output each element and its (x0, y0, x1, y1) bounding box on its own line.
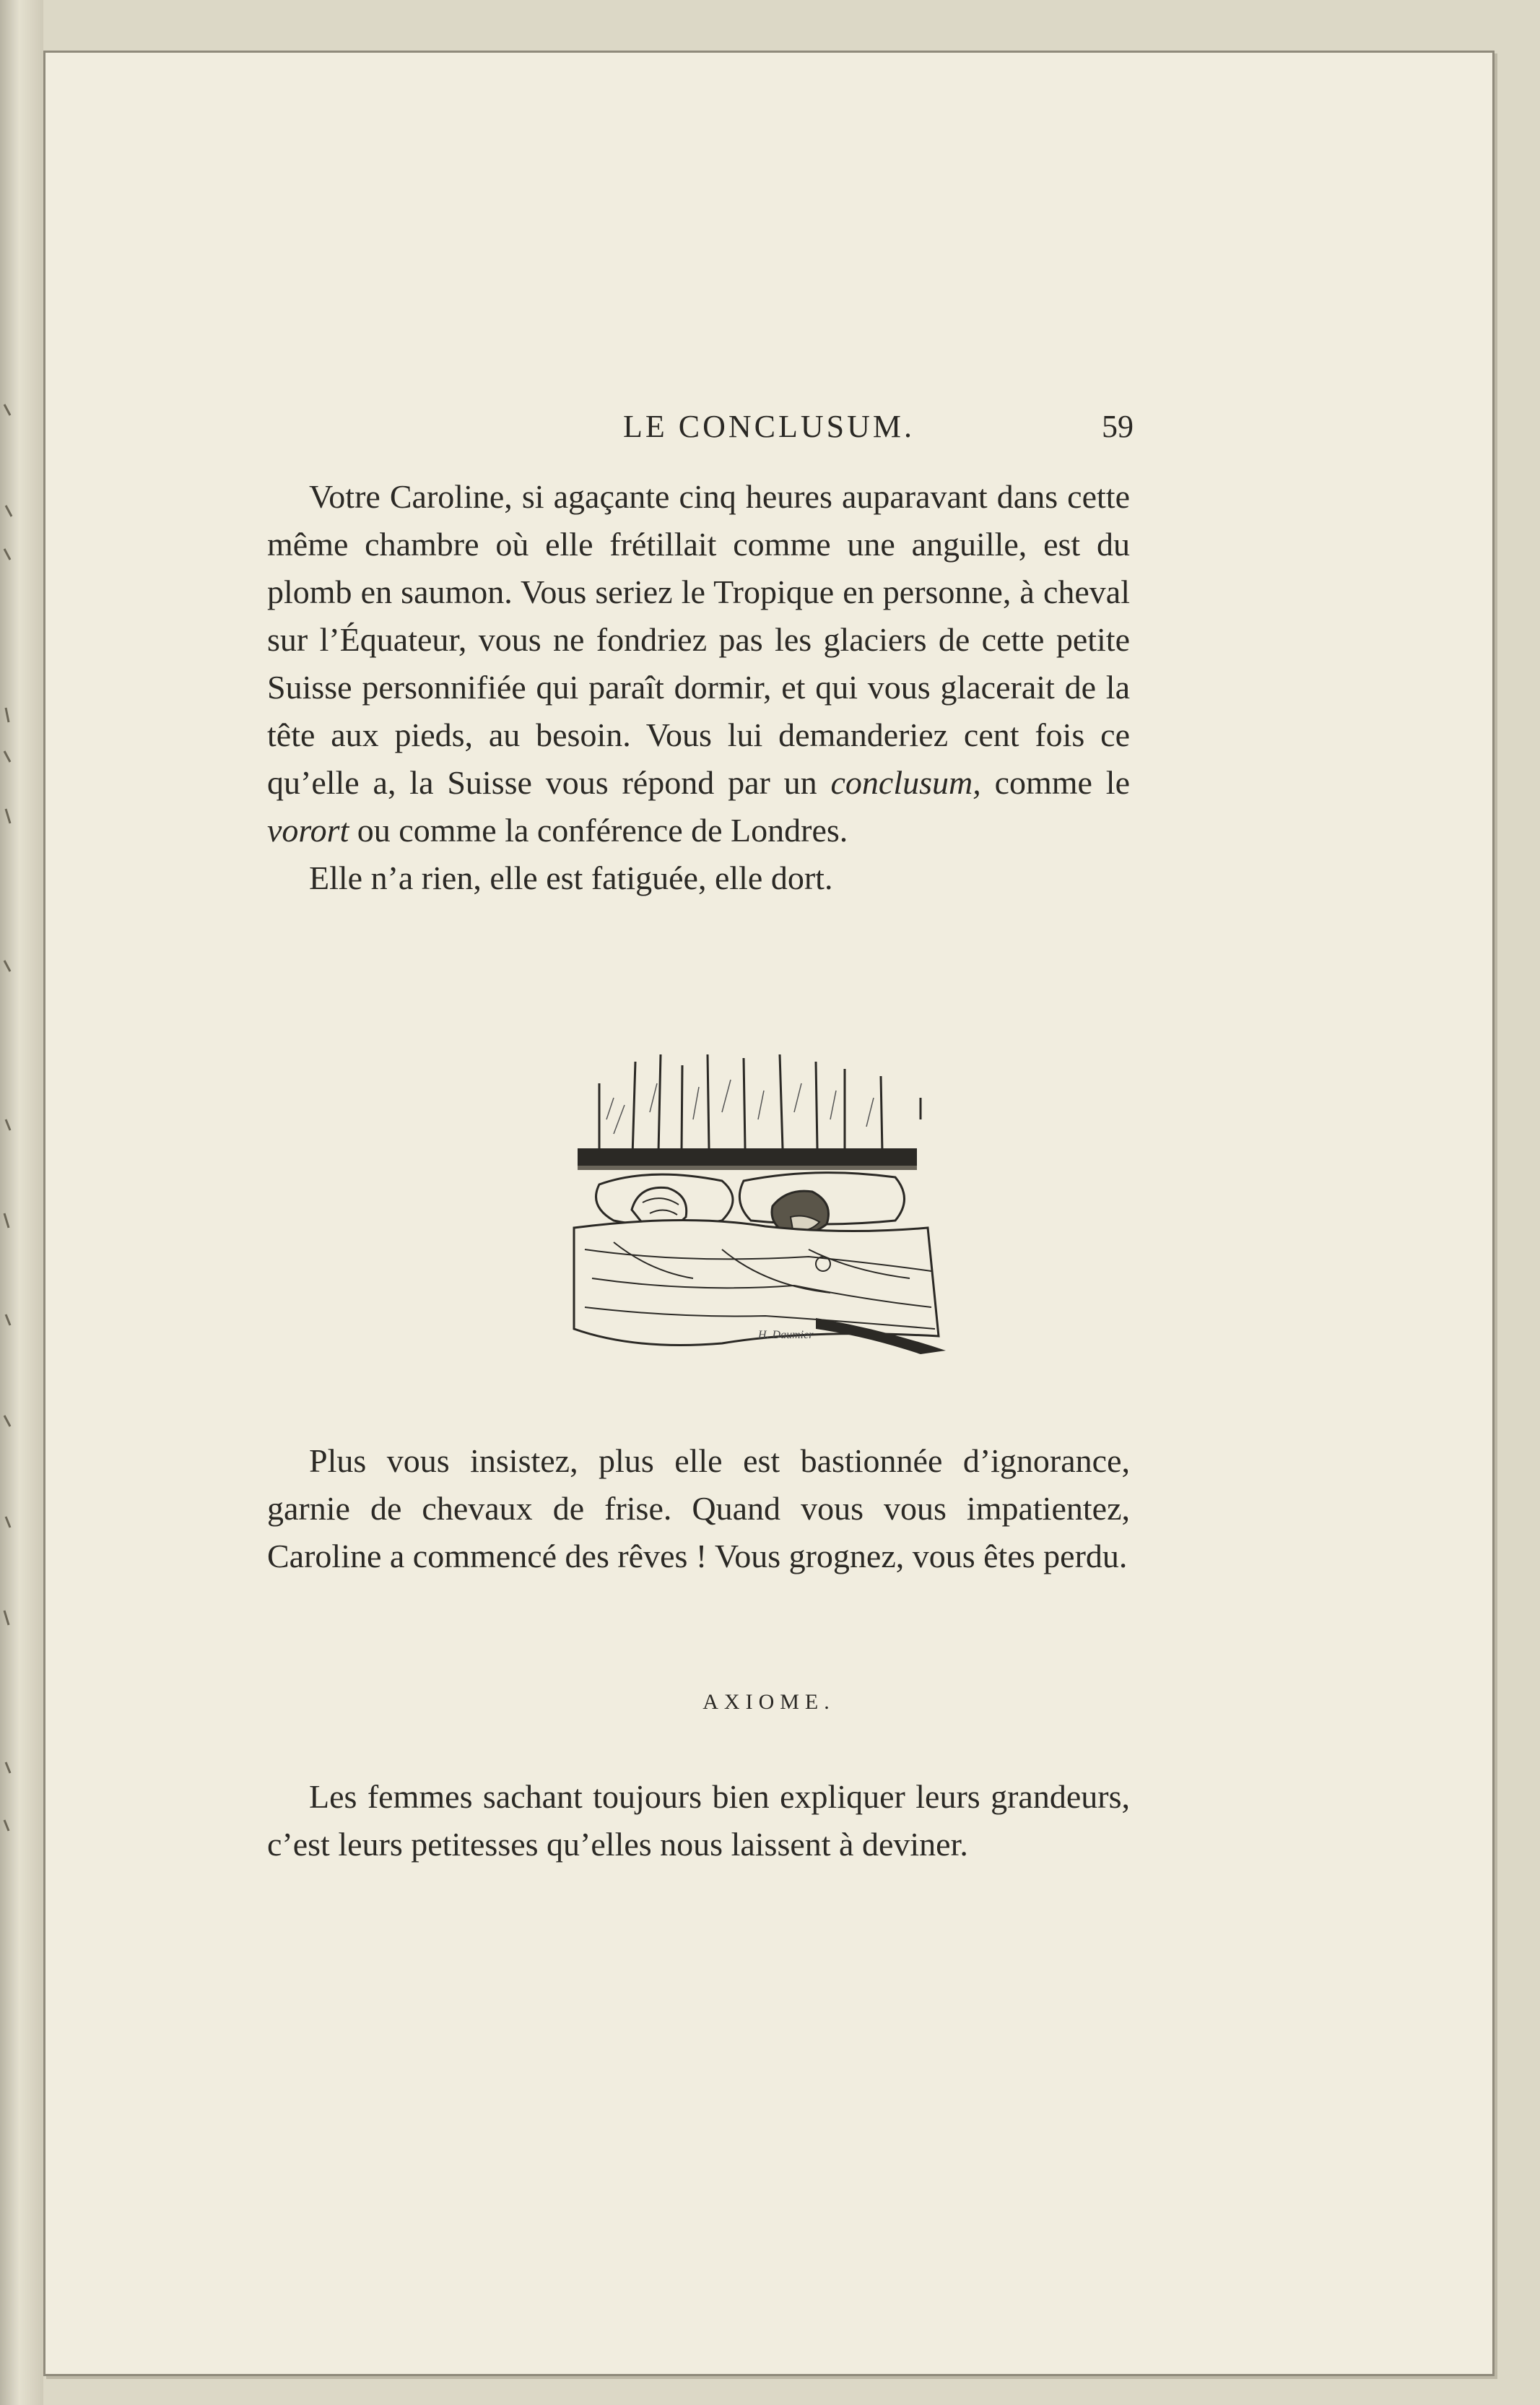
text-block-upper (267, 473, 1130, 902)
paragraph-1-text-a: Votre Caroline, si agaçante cinq heures auparavant dans cette même chambre où elle frétillait comme une anguille, est du plomb en saumon. Vous seriez le Tropique en personne, à cheval sur l’Équateur, vous ne fondriez pas les glaciers de cette petite Suisse personnifiée qui paraît dormir, et qui vous glacerait de la tête aux pieds, au besoin. Vous lui demanderiez cent fois ce qu’elle a, la Suisse vous répond par un (267, 478, 1130, 801)
text-block-axiom (267, 1773, 1130, 1868)
chapter-title: LE CONCLUSUM. (622, 409, 915, 444)
book-spine (0, 0, 43, 2405)
paragraph-3: Plus vous insistez, plus elle est bastionnée d’ignorance, garnie de chevaux de frise. Quand vous vous impatientez, Caroline a commencé des rêves ! Vous grognez, vous êtes perdu. (267, 1442, 1130, 1574)
paragraph-1-text-b: comme le (980, 764, 1130, 801)
spine-edge-marks (0, 0, 19, 2405)
italic-conclusum: conclusum, (830, 764, 981, 801)
page-number: 59 (1102, 409, 1134, 444)
paragraph-2: Elle n’a rien, elle est fatiguée, elle dort. (309, 859, 833, 896)
bed-illustration (505, 1033, 953, 1358)
paragraph-1-text-c: ou comme la conférence de Londres. (349, 812, 848, 849)
paragraph-4: Les femmes sachant toujours bien expliquer leurs grandeurs, c’est leurs petitesses qu’elles nous laissent à deviner. (267, 1778, 1130, 1863)
text-block-lower (267, 1437, 1130, 1580)
italic-vorort: vorort (267, 812, 349, 849)
axiome-heading: AXIOME. (702, 1690, 835, 1714)
paragraph-1 (267, 473, 1130, 854)
running-head (43, 365, 1495, 444)
book-page (43, 51, 1495, 2376)
illustration-signature: H. Daumier (758, 1329, 814, 1341)
